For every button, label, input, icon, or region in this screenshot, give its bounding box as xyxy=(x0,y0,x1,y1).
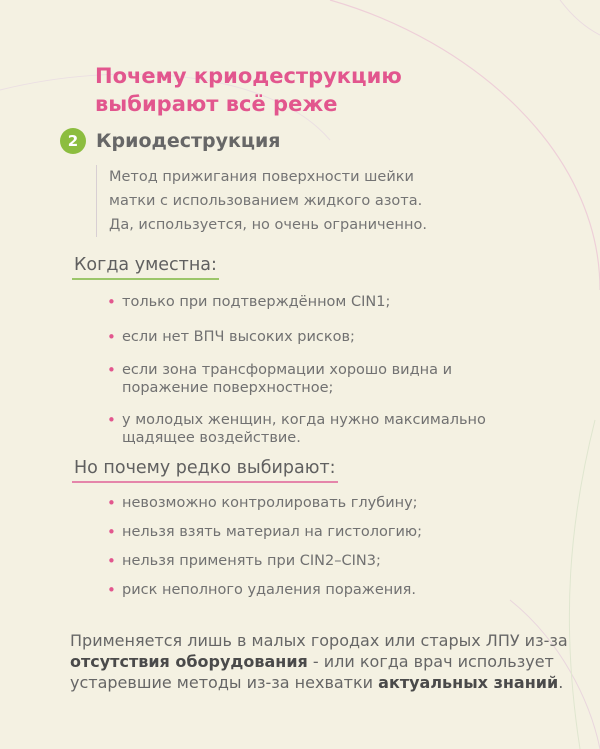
bullet-dot-icon: • xyxy=(107,494,116,512)
list-item-line: у молодых женщин, когда нужно максимально xyxy=(122,412,486,428)
footer-text: . xyxy=(558,673,564,692)
section-header xyxy=(60,127,280,155)
list-item-line: если зона трансформации хорошо видна и xyxy=(122,362,453,378)
bullet-dot-icon: • xyxy=(107,581,116,599)
bullet-dot-icon: • xyxy=(107,361,116,379)
list-item xyxy=(106,552,381,570)
bullet-dot-icon: • xyxy=(107,293,116,311)
when-heading: Когда уместна: xyxy=(72,255,219,280)
definition-line: Да, используется, но очень ограниченно. xyxy=(109,217,427,233)
list-item xyxy=(106,494,418,512)
footer-bold-text: актуальных знаний xyxy=(378,673,559,692)
footer-line xyxy=(70,651,590,672)
definition-line: Метод прижигания поверхности шейки xyxy=(109,169,414,185)
list-item-line: если нет ВПЧ высоких рисков; xyxy=(122,329,355,345)
list-item-line: щадящее воздействие. xyxy=(122,430,301,446)
list-item xyxy=(106,328,355,346)
list-item-line: только при подтверждённом CIN1; xyxy=(122,294,391,310)
list-item xyxy=(106,411,486,447)
bullet-dot-icon: • xyxy=(107,328,116,346)
section-title: Криодеструкция xyxy=(96,130,281,152)
title-line: Почему криодеструкцию xyxy=(95,64,402,88)
footer-line: Применяется лишь в малых городах или старых ЛПУ из-за xyxy=(70,631,568,650)
list-item xyxy=(106,581,416,599)
definition-line: матки с использованием жидкого азота. xyxy=(109,193,423,209)
list-item-line: нельзя применять при CIN2–CIN3; xyxy=(122,553,381,569)
footer-paragraph xyxy=(70,630,590,693)
footer-line xyxy=(70,672,590,693)
list-item-line: поражение поверхностное; xyxy=(122,380,334,396)
definition-block xyxy=(96,165,579,237)
why-heading: Но почему редко выбирают: xyxy=(72,458,338,483)
footer-bold-text: отсутствия оборудования xyxy=(70,652,308,671)
section-number-badge: 2 xyxy=(60,128,86,154)
title-line: выбирают всё реже xyxy=(95,92,338,116)
footer-text: - или когда врач использует xyxy=(307,652,554,671)
list-item xyxy=(106,523,422,541)
list-item-line: невозможно контролировать глубину; xyxy=(122,495,418,511)
list-item xyxy=(106,361,452,397)
list-item-line: нельзя взять материал на гистологию; xyxy=(122,524,422,540)
list-item-line: риск неполного удаления поражения. xyxy=(122,582,417,598)
page-title xyxy=(95,62,515,118)
footer-text: устаревшие методы из-за нехватки xyxy=(70,673,379,692)
bullet-dot-icon: • xyxy=(107,411,116,429)
list-item xyxy=(106,293,390,311)
bullet-dot-icon: • xyxy=(107,523,116,541)
bullet-dot-icon: • xyxy=(107,552,116,570)
